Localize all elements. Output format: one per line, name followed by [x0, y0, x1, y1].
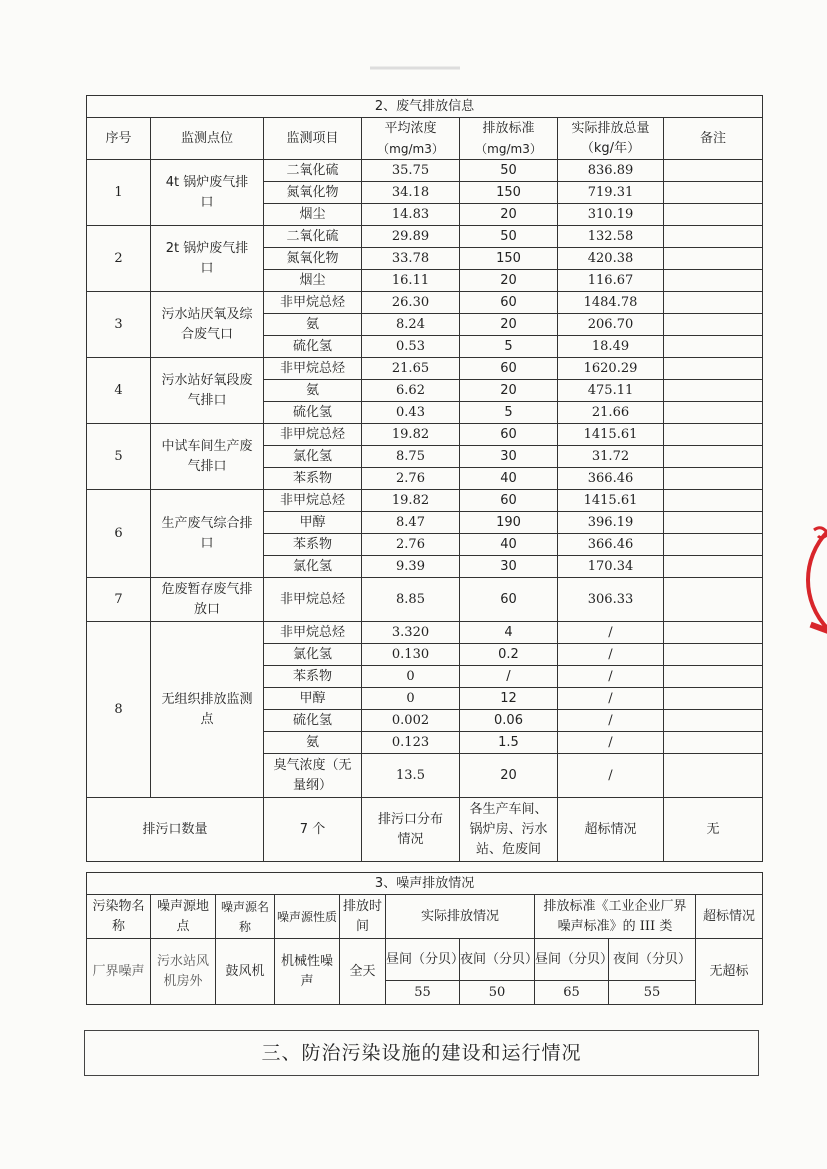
cell-avg: 3.320 [362, 622, 460, 644]
cell-avg: 13.5 [362, 754, 460, 798]
cell-item: 苯系物 [264, 666, 362, 688]
cell-total: / [558, 710, 664, 732]
cell-std: 20 [460, 314, 558, 336]
cell-note [664, 160, 763, 182]
cell-item: 氮氧化物 [264, 248, 362, 270]
cell-total: 719.31 [558, 182, 664, 204]
cell-note [664, 468, 763, 490]
cell-std: 4 [460, 622, 558, 644]
cell-note [664, 446, 763, 468]
section-banner: 三、防治污染设施的建设和运行情况 [84, 1030, 759, 1076]
cell-item: 非甲烷总烃 [264, 424, 362, 446]
cell-avg: 19.82 [362, 424, 460, 446]
group-point: 污水站好氧段废气排口 [151, 358, 264, 424]
exceed-value: 无 [664, 798, 763, 862]
cell-item: 臭气浓度（无量纲） [264, 754, 362, 798]
cell-note [664, 644, 763, 666]
cell-avg: 9.39 [362, 556, 460, 578]
noise-header-actual: 实际排放情况 [386, 895, 535, 939]
cell-avg: 19.82 [362, 490, 460, 512]
cell-item: 氨 [264, 732, 362, 754]
group-seq: 1 [87, 160, 151, 226]
cell-item: 非甲烷总烃 [264, 578, 362, 622]
header-avg-unit: （mg/m3） [377, 141, 444, 156]
cell-note [664, 380, 763, 402]
gas-row [87, 424, 763, 446]
actual-night-value: 50 [460, 981, 535, 1005]
cell-avg: 0.130 [362, 644, 460, 666]
cell-total: 1620.29 [558, 358, 664, 380]
cell-std: 20 [460, 204, 558, 226]
cell-item: 二氧化硫 [264, 226, 362, 248]
standard-night-value: 55 [609, 981, 696, 1005]
cell-note [664, 688, 763, 710]
cell-total: / [558, 754, 664, 798]
header-item: 监测项目 [264, 118, 362, 160]
red-seal-stamp [800, 500, 827, 660]
cell-total: 836.89 [558, 160, 664, 182]
group-seq: 2 [87, 226, 151, 292]
cell-total: / [558, 688, 664, 710]
cell-avg: 2.76 [362, 534, 460, 556]
actual-day-header: 昼间（分贝） [386, 939, 460, 981]
cell-item: 甲醇 [264, 512, 362, 534]
group-seq: 8 [87, 622, 151, 798]
cell-avg: 34.18 [362, 182, 460, 204]
noise-header-exceed: 超标情况 [696, 895, 763, 939]
cell-note [664, 270, 763, 292]
cell-std: 12 [460, 688, 558, 710]
noise-header-source-location: 噪声源地点 [151, 895, 216, 939]
noise-source-name: 鼓风机 [216, 939, 275, 1005]
actual-night-header: 夜间（分贝） [460, 939, 535, 981]
cell-std: 20 [460, 380, 558, 402]
outlet-distribution-value: 各生产车间、锅炉房、污水站、危废间 [460, 798, 558, 862]
cell-note [664, 512, 763, 534]
cell-avg: 33.78 [362, 248, 460, 270]
cell-std: 5 [460, 402, 558, 424]
header-avg [362, 118, 460, 160]
cell-avg: 8.47 [362, 512, 460, 534]
noise-header-time: 排放时间 [340, 895, 386, 939]
gas-row [87, 578, 763, 622]
cell-total: 31.72 [558, 446, 664, 468]
cell-note [664, 358, 763, 380]
standard-night-header: 夜间（分贝） [609, 939, 696, 981]
group-seq: 3 [87, 292, 151, 358]
cell-avg: 0.002 [362, 710, 460, 732]
cell-std: 30 [460, 556, 558, 578]
cell-item: 烟尘 [264, 270, 362, 292]
cell-note [664, 402, 763, 424]
cell-total: 475.11 [558, 380, 664, 402]
cell-std: 0.06 [460, 710, 558, 732]
cell-note [664, 226, 763, 248]
cell-std: 20 [460, 270, 558, 292]
cell-std: 20 [460, 754, 558, 798]
cell-avg: 0.53 [362, 336, 460, 358]
cell-std: 50 [460, 226, 558, 248]
cell-total: / [558, 732, 664, 754]
cell-total: 310.19 [558, 204, 664, 226]
cell-total: 116.67 [558, 270, 664, 292]
cell-note [664, 182, 763, 204]
noise-section-title: 3、噪声排放情况 [87, 873, 763, 895]
noise-header-standard: 排放标准《工业企业厂界噪声标准》的 III 类 [535, 895, 696, 939]
cell-std: 60 [460, 358, 558, 380]
cell-item: 苯系物 [264, 468, 362, 490]
outlet-count-value: 7 个 [264, 798, 362, 862]
cell-avg: 6.62 [362, 380, 460, 402]
cell-item: 氯化氢 [264, 644, 362, 666]
cell-std: 60 [460, 490, 558, 512]
cell-item: 甲醇 [264, 688, 362, 710]
group-point: 中试车间生产废气排口 [151, 424, 264, 490]
noise-table [86, 872, 763, 1005]
header-std-label: 排放标准 [482, 120, 535, 136]
gas-row [87, 622, 763, 644]
cell-note [664, 314, 763, 336]
cell-note [664, 490, 763, 512]
group-point: 生产废气综合排口 [151, 490, 264, 578]
cell-total: / [558, 644, 664, 666]
gas-row [87, 358, 763, 380]
cell-std: 0.2 [460, 644, 558, 666]
cell-total: 306.33 [558, 578, 664, 622]
cell-item: 氨 [264, 314, 362, 336]
group-point: 2t 锅炉废气排口 [151, 226, 264, 292]
cell-total: 21.66 [558, 402, 664, 424]
exceed-label: 超标情况 [558, 798, 664, 862]
cell-total: 1415.61 [558, 424, 664, 446]
header-note: 备注 [664, 118, 763, 160]
cell-item: 烟尘 [264, 204, 362, 226]
outlet-count-label: 排污口数量 [87, 798, 264, 862]
noise-header-pollutant: 污染物名称 [87, 895, 151, 939]
header-std [460, 118, 558, 160]
cell-note [664, 578, 763, 622]
cell-total: / [558, 622, 664, 644]
cell-std: 60 [460, 424, 558, 446]
cell-note [664, 710, 763, 732]
cell-item: 非甲烷总烃 [264, 292, 362, 314]
cell-avg: 0 [362, 666, 460, 688]
cell-std: 60 [460, 292, 558, 314]
noise-exceed: 无超标 [696, 939, 763, 1005]
cell-item: 硫化氢 [264, 710, 362, 732]
group-seq: 4 [87, 358, 151, 424]
gas-section-title: 2、废气排放信息 [87, 96, 763, 118]
faint-header-mark [370, 58, 460, 68]
cell-item: 氯化氢 [264, 446, 362, 468]
group-seq: 5 [87, 424, 151, 490]
cell-note [664, 534, 763, 556]
cell-std: 40 [460, 468, 558, 490]
standard-day-header: 昼间（分贝） [535, 939, 609, 981]
exhaust-gas-table [86, 95, 763, 862]
standard-day-value: 65 [535, 981, 609, 1005]
cell-total: 366.46 [558, 534, 664, 556]
cell-note [664, 248, 763, 270]
cell-std: 60 [460, 578, 558, 622]
group-point: 无组织排放监测点 [151, 622, 264, 798]
cell-total: 206.70 [558, 314, 664, 336]
cell-item: 氯化氢 [264, 556, 362, 578]
header-seq: 序号 [87, 118, 151, 160]
group-seq: 7 [87, 578, 151, 622]
cell-avg: 8.85 [362, 578, 460, 622]
cell-total: 170.34 [558, 556, 664, 578]
cell-total: / [558, 666, 664, 688]
cell-avg: 16.11 [362, 270, 460, 292]
cell-avg: 14.83 [362, 204, 460, 226]
cell-note [664, 556, 763, 578]
cell-note [664, 292, 763, 314]
cell-std: 150 [460, 248, 558, 270]
cell-std: 30 [460, 446, 558, 468]
cell-avg: 35.75 [362, 160, 460, 182]
cell-std: / [460, 666, 558, 688]
cell-item: 非甲烷总烃 [264, 358, 362, 380]
cell-avg: 8.24 [362, 314, 460, 336]
cell-total: 1484.78 [558, 292, 664, 314]
cell-item: 氮氧化物 [264, 182, 362, 204]
cell-item: 硫化氢 [264, 336, 362, 358]
group-point: 污水站厌氧及综合废气口 [151, 292, 264, 358]
gas-row [87, 490, 763, 512]
cell-std: 5 [460, 336, 558, 358]
noise-header-source-name: 噪声源名称 [216, 895, 275, 939]
cell-total: 420.38 [558, 248, 664, 270]
cell-std: 190 [460, 512, 558, 534]
noise-pollutant: 厂界噪声 [87, 939, 151, 1005]
cell-note [664, 754, 763, 798]
noise-source-location: 污水站风机房外 [151, 939, 216, 1005]
cell-note [664, 204, 763, 226]
cell-note [664, 336, 763, 358]
cell-item: 氨 [264, 380, 362, 402]
cell-total: 18.49 [558, 336, 664, 358]
outlet-distribution-label: 排污口分布情况 [362, 798, 460, 862]
cell-std: 150 [460, 182, 558, 204]
noise-header-source-nature: 噪声源性质 [275, 895, 340, 939]
cell-avg: 8.75 [362, 446, 460, 468]
cell-avg: 2.76 [362, 468, 460, 490]
header-point: 监测点位 [151, 118, 264, 160]
cell-item: 硫化氢 [264, 402, 362, 424]
cell-avg: 21.65 [362, 358, 460, 380]
cell-total: 366.46 [558, 468, 664, 490]
header-std-unit: （mg/m3） [475, 141, 542, 156]
group-point: 危废暂存废气排放口 [151, 578, 264, 622]
cell-note [664, 732, 763, 754]
cell-avg: 26.30 [362, 292, 460, 314]
gas-row [87, 292, 763, 314]
cell-avg: 29.89 [362, 226, 460, 248]
cell-total: 1415.61 [558, 490, 664, 512]
cell-std: 1.5 [460, 732, 558, 754]
cell-avg: 0.43 [362, 402, 460, 424]
group-seq: 6 [87, 490, 151, 578]
cell-total: 396.19 [558, 512, 664, 534]
cell-item: 二氧化硫 [264, 160, 362, 182]
cell-std: 40 [460, 534, 558, 556]
gas-row [87, 226, 763, 248]
cell-total: 132.58 [558, 226, 664, 248]
noise-time: 全天 [340, 939, 386, 1005]
cell-item: 非甲烷总烃 [264, 622, 362, 644]
header-total: 实际排放总量（kg/年） [558, 118, 664, 160]
header-avg-label: 平均浓度 [384, 120, 437, 136]
gas-row [87, 160, 763, 182]
group-point: 4t 锅炉废气排口 [151, 160, 264, 226]
cell-avg: 0 [362, 688, 460, 710]
cell-std: 50 [460, 160, 558, 182]
cell-item: 非甲烷总烃 [264, 490, 362, 512]
noise-source-nature: 机械性噪声 [275, 939, 340, 1005]
cell-avg: 0.123 [362, 732, 460, 754]
cell-note [664, 666, 763, 688]
cell-note [664, 622, 763, 644]
cell-item: 苯系物 [264, 534, 362, 556]
actual-day-value: 55 [386, 981, 460, 1005]
cell-note [664, 424, 763, 446]
